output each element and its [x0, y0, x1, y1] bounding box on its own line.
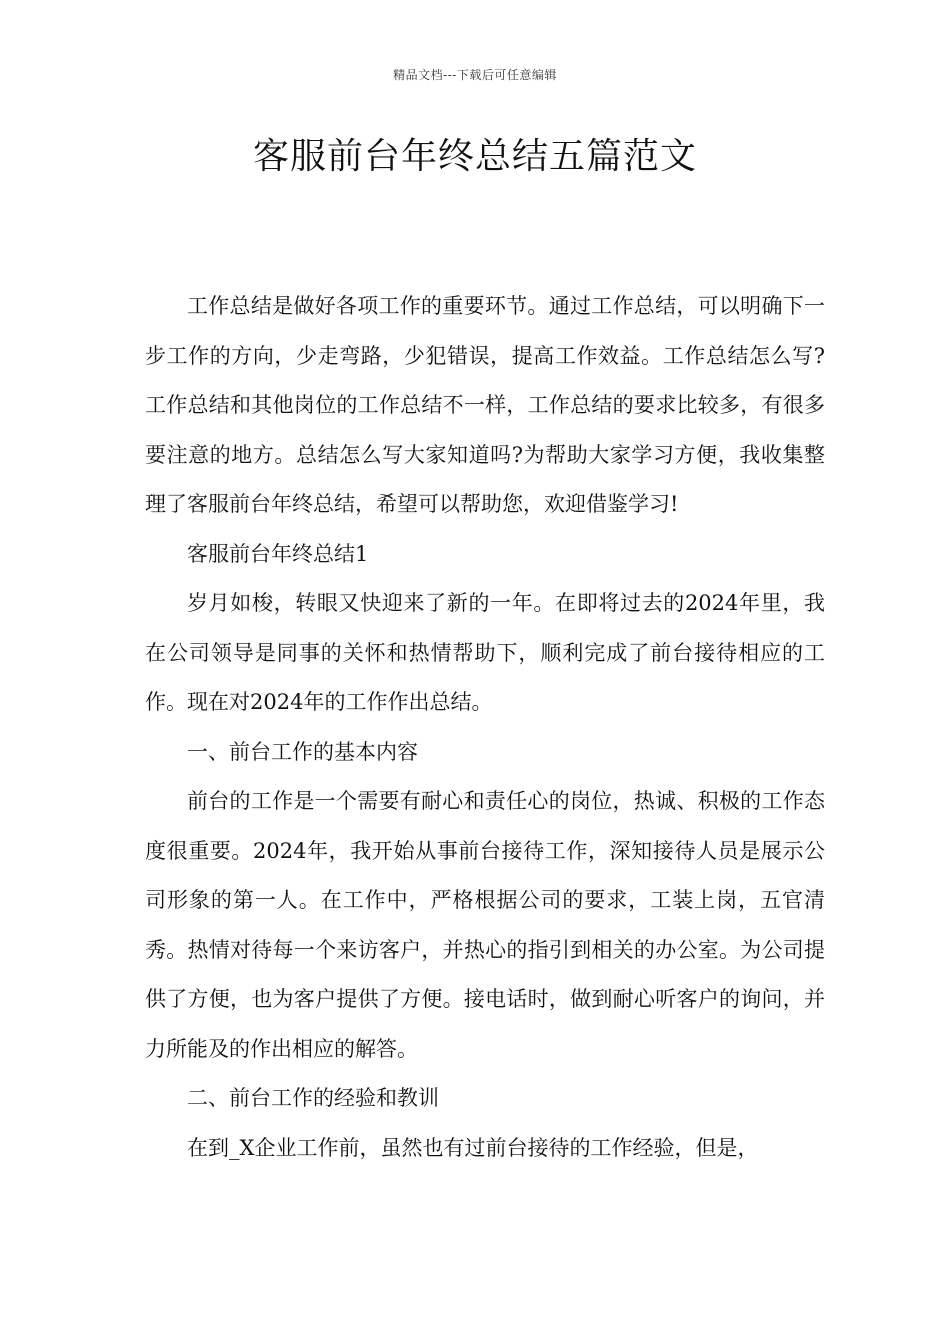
paragraph-intro: 工作总结是做好各项工作的重要环节。通过工作总结，可以明确下一步工作的方向，少走弯路，少犯错误，提高工作效益。工作总结怎么写?工作总结和其他岗位的工作总结不一样，工作总结的要求比较多，有很多要注意的地方。总结怎么写大家知道吗?为帮助大家学习方便，我收集整理了客服前台年终总结，希望可以帮助您，欢迎借鉴学习!: [145, 294, 825, 516]
paragraph-experience: 在到_X企业工作前，虽然也有过前台接待的工作经验，但是，: [187, 1135, 759, 1160]
paragraph-opening: 岁月如梭，转眼又快迎来了新的一年。在即将过去的2024年里，我在公司领导是同事的关怀和热情帮助下，顺利完成了前台接待相应的工作。现在对2024年的工作作出总结。: [145, 591, 825, 714]
section-heading-summary-1: 客服前台年终总结1: [187, 541, 369, 566]
section-heading-experience: 二、前台工作的经验和教训: [187, 1086, 439, 1110]
document-title: 客服前台年终总结五篇范文: [252, 136, 697, 177]
paragraph-basic-content: 前台的工作是一个需要有耐心和责任心的岗位，热诚、积极的工作态度很重要。2024年，我开始从事前台接待工作，深知接待人员是展示公司形象的第一人。在工作中，严格根据公司的要求，工装上岗，五官清秀。热情对待每一个来访客户，并热心的指引到相关的办公室。为公司提供了方便，也为客户提供了方便。接电话时，做到耐心听客户的询问，并力所能及的作出相应的解答。: [145, 789, 825, 1061]
document-body: [145, 282, 825, 1173]
header-note: 精品文档---下载后可任意编辑: [393, 68, 557, 82]
section-heading-basic-content: 一、前台工作的基本内容: [187, 739, 418, 764]
